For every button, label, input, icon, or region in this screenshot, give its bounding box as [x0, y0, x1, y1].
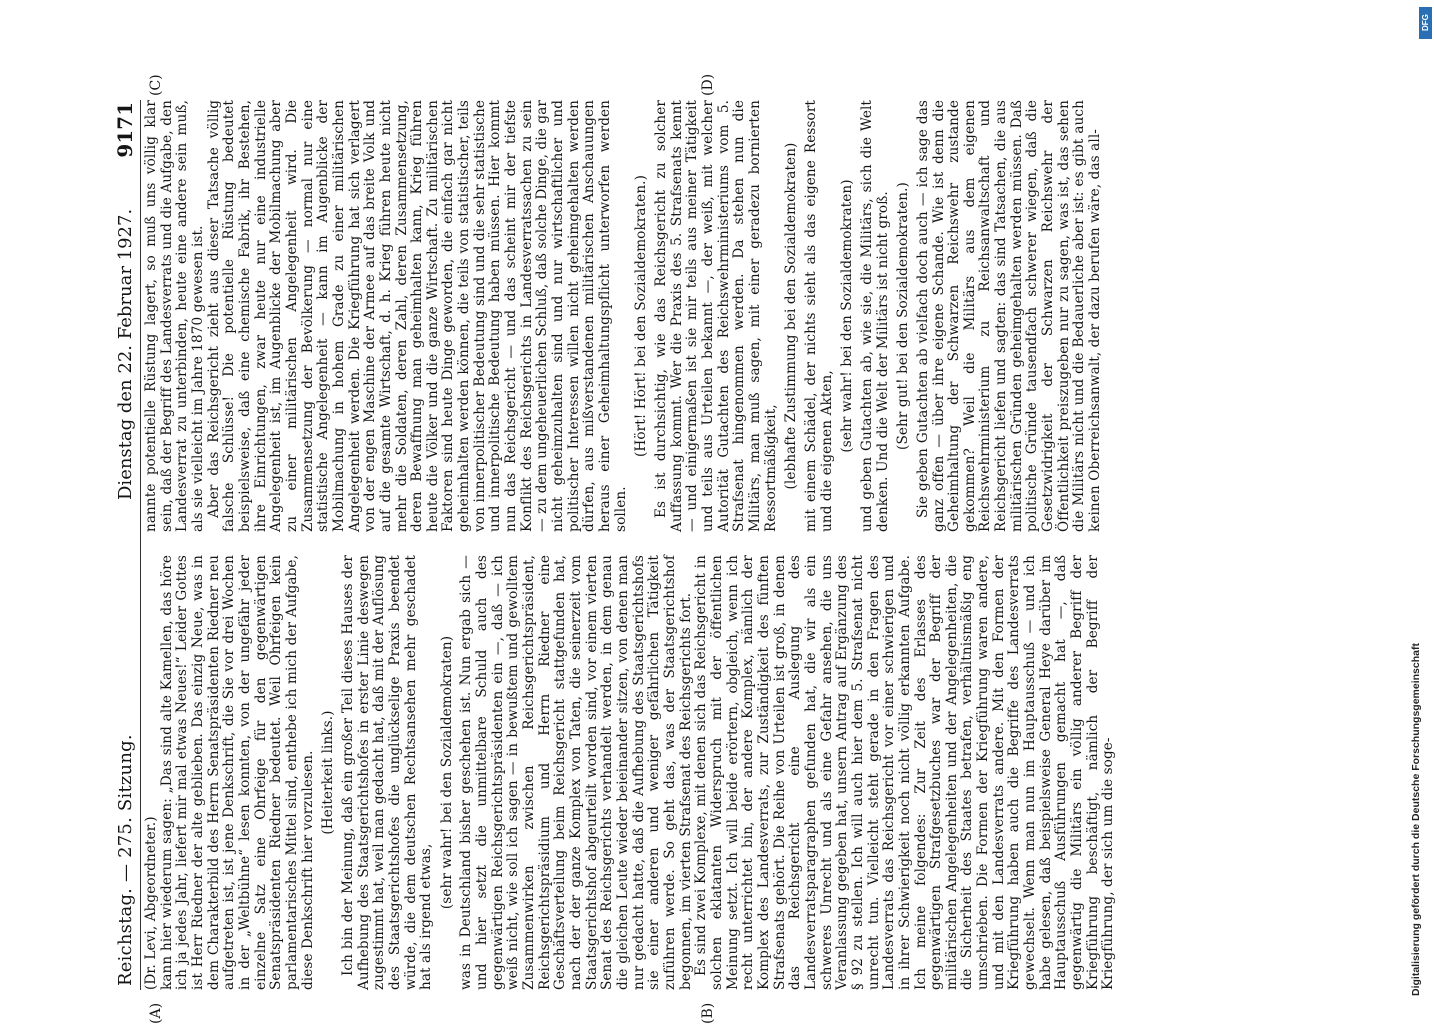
interjection: (Hört! Hört! bei den Sozialdemokraten.) [633, 175, 650, 458]
page-number: 9171 [113, 102, 137, 158]
paragraph: Es sind zwei Komplexe, mit denen sich das Reichsgericht in solchen eklatanten Widerspruch mit der öffentlichen Meinung setzt. Ich will beide erörtern, obgleich, wenn ich recht unterrichtet bin, der andere Komplex, nämlich der Komplex des Landesverrats, zur Zuständigkeit des fünften Strafsenats gehört. Die Reihe von Urteilen ist groß, in denen das Reichsgericht eine Auslegung des Landesverratsparagraphen gefunden hat, die wir als ein schweres Unrecht und als eine Gefahr ansehen, die uns Veranlassung gegeben hat, unsern Antrag auf Ergänzung des § 92 zu stellen. Ich will auch hier dem 5. Strafsenat nicht unrecht tun. Vielleicht steht gerade in den Fragen des Landesverrats das Reichsgericht vor einer schwierigen und in ihrer Schwierigkeit noch nicht völlig erkannten Aufgabe. Ich meine folgendes: Zur Zeit des Erlasses des gegenwärtigen Strafgesetzbuches war der Begriff der militärischen Angelegenheiten und der Angelegenheiten, die die Sicherheit des Staates betrafen, verhältnismäßig eng umschrieben. Die Formen der Kriegführung waren andere, und mit den Landesverrats andere. Mit den Formen der Kriegführung haben auch die Begriffe des Landesverrats gewechselt. Wenn man nun im Hauptausschuß — und ich habe gelesen, daß beispielsweise General Heye darüber im Hauptausschuß Ausführungen gemacht hat —, daß gegenwärtig die Militärs ein völlig anderer Begriff der Kriegführung beschäftigt, nämlich der Begriff der Kriegführung, der sich um die soge- [693, 555, 1117, 990]
document-page [110, 73, 1195, 1024]
paragraph: Ich bin der Meinung, daß ein großer Teil dieses Hauses der Aufhebung des Staatsgerichtshofes in erster Linie deswegen zugestimmt hat, weil man gedacht hat, daß mit der Auflösung des Staatsgerichtshofes die unglückselige Praxis beendet würde, die dem deutschen Rechtsansehen mehr geschadet hat als irgend etwas, [339, 555, 435, 990]
interjection: (Heiterkeit links.) [320, 710, 337, 835]
paragraph: nannte potentielle Rüstung lagert, so muß uns völlig klar sein, daß der Begriff des Landesverrats und die Aufgabe, den Landesverrat zu unterbinden, heute eine andere sein muß, als sie vielleicht im Jahre 1870 gewesen ist. [143, 100, 206, 532]
interjection: (Sehr gut! bei den Sozialdemokraten.) [895, 182, 912, 450]
paragraph: und geben Gutachten ab, wie sie, die Militärs, sich die Welt denken. Und die Welt der Militärs ist nicht groß. [858, 100, 891, 532]
text-column-right [144, 100, 1104, 532]
marginal-b: (B) [700, 1002, 716, 1024]
paragraph: Sie geben Gutachten ab vielfach doch auch — ich sage das ganz offen — über ihre eigene Schande. Wie ist denn die Geheimhaltung der Schwarzen Reichswehr zustande gekommen? Weil die Militärs aus dem eigenen Reichswehrministerium zu Reichsanwaltschaft und Reichsgericht liefen und sagten: das sind Tatsachen, die aus militärischen Gründen geheimgehalten werden müssen. Daß politische Gründe tausendfach schwerer wiegen, daß die Gesetzwidrigkeit der Schwarzen Reichswehr der Öffentlichkeit preiszugeben nur zu sagen, was ist, das sehen die Militärs nicht und die Bedauerliche aber ist: es gibt auch keinen Oberreichsanwalt, der dazu berufen wäre, das all- [914, 100, 1104, 532]
marginal-c: (C) [148, 74, 164, 96]
text-column-left [144, 555, 1117, 990]
paragraph: was in Deutschland bisher geschehen ist. Nun ergab sich — und hier setzt die unmittelbare Schuld auch des gegenwärtigen Reichsgerichtspräsidenten ein —, daß — ich weiß nicht, wie soll ich sagen — in bewußtem und gewolltem Zusammenwirken zwischen Reichsgerichtspräsident, Reichsgerichtspräsidium und Herrn Riedner eine Geschäftsverteilung beim Reichsgericht stattgefunden hat, nach der der ganze Komplex von Taten, die seinerzeit vom Staatsgerichtshof abgeurteilt worden sind, vor einem vierten Senat des Reichsgerichts verhandelt werden, in dem genau die gleichen Leute wieder beieinander sitzen, von denen man nur gedacht hatte, daß die Aufhebung des Staatsgerichtshofs sie einer anderen und weniger gefährlichen Tätigkeit zuführen werde. So geht das, was der Staatsgerichtshof begonnen, im vierten Strafsenat des Reichsgerichts fort. [458, 555, 694, 990]
paragraph: kann hier wiederum sagen: „Das sind alte Kamellen, das höre ich ja jedes Jahr, liefert mir mal etwas Neues!“ Leider Gottes ist Herr Riedner der alte geblieben. Das einzig Neue, was in dem Charakterbild des Herrn Senatspräsidenten Riedner neu aufgetreten ist, ist jene Denkschrift, die Sie vor drei Wochen in der „Weltbühne“ lesen konnten, von der ungefähr jeder einzelne Satz eine Ohrfeige für den gegenwärtigen Senatspräsidenten Riedner bedeutet. Weil Ohrfeigen kein parlamentarisches Mittel sind, enthebe ich mich der Aufgabe, diese Denkschrift hier vorzulesen. [158, 555, 316, 990]
header-session: Reichstag. — 275. Sitzung. [115, 734, 136, 986]
paragraph: Es ist durchsichtig, wie das Reichsgericht zu solcher Auffassung kommt. Wer die Praxis des 5. Strafsenats kennt — und einigermaßen ist sie mir teils aus meiner Tätigkeit und teils aus Urteilen bekannt —, der weiß, mit welcher Autorität Gutachten des Reichswehrministeriums vom 5. Strafsenat hingenommen werden. Da stehen nun die Militärs, man muß sagen, mit einer geradezu bornierten Ressortmäßigkeit, [653, 100, 779, 532]
marginal-d: (D) [700, 73, 716, 96]
interjection: (sehr wahr! bei den Sozialdemokraten) [438, 635, 455, 910]
dfg-logo: DFG [1419, 7, 1432, 39]
paragraph: Aber das Reichsgericht zieht aus dieser Tatsache völlig falsche Schlüsse! Die potentielle Rüstung bedeutet beispielsweise, daß eine chemische Fabrik, ihr Bestehen, ihre Einrichtungen, zwar heute nur eine industrielle Angelegenheit ist, im Augenblicke der Mobilmachung aber zu einer militärischen Angelegenheit wird. Die Zusammensetzung der Bevölkerung — normal nur eine statistische Angelegenheit — kann im Augenblicke der Mobilmachung in hohem Grade zu einer militärischen Angelegenheit werden. Die Kriegführung hat sich verlagert von der engen Maschine der Armee auf das breite Volk und auf die gesamte Wirtschaft, d. h. Krieg führen heute nicht mehr die Soldaten, deren Zahl, deren Zusammensetzung, deren Bewaffnung man geheimhalten kann, Krieg führen heute die Völker und die ganze Wirtschaft. Zu militärischen Faktoren sind heute Dinge geworden, die einfach gar nicht geheimhalten werden können, die teils von statistischer, teils von innerpolitischer Bedeutung sind und die sehr statistische und innerpolitische Bedeutung haben müssen. Hier kommt nun das Reichsgericht — und das scheint mir der tiefste Konflikt des Reichsgerichts in Landesverratssachen zu sein — zu dem ungeheuerlichen Schluß, daß solche Dinge, die gar nicht geheimzuhalten sind und nur wirtschaftlicher und politischer Interessen willen nicht geheimgehalten werden dürfen, aus mißverstandenen militärischen Anschauungen heraus einer Geheimhaltungspflicht unterworfen werden sollen. [205, 100, 629, 532]
interjection: (sehr wahr! bei den Sozialdemokraten) [839, 179, 856, 453]
interjection: (lebhafte Zustimmung bei den Sozialdemokraten) [783, 142, 800, 490]
marginal-a: (A) [148, 1002, 164, 1024]
running-header [110, 100, 141, 990]
paragraph: mit einem Schädel, der nichts sieht als das eigene Ressort und die eigenen Akten, [802, 100, 835, 532]
digitization-note: Digitalisierung gefördert durch die Deutsche Forschungsgemeinschaft [1410, 643, 1422, 996]
header-date: Dienstag den 22. Februar 1927. [115, 208, 136, 500]
paragraph: (Dr. Levi, Abgeordneter.) [143, 816, 159, 990]
